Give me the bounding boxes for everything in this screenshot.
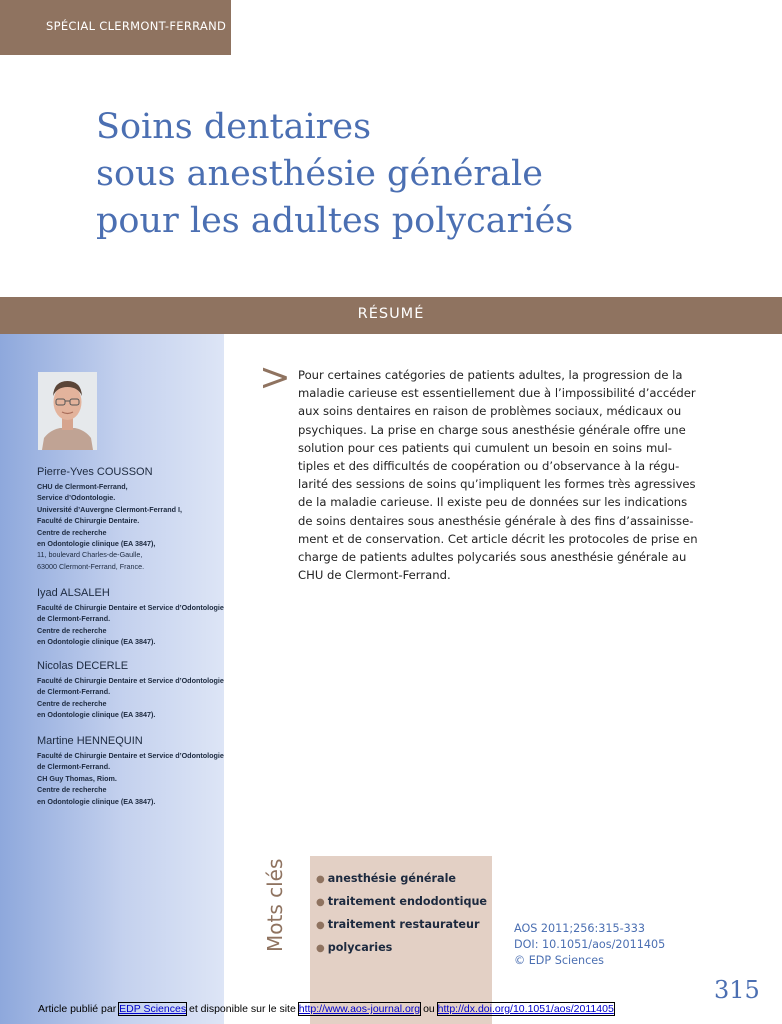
keyword-text: traitement endodontique [327,895,488,908]
citation-line: © EDP Sciences [514,954,604,967]
affiliation-line: en Odontologie clinique (EA 3847). [37,796,156,806]
keyword-item [316,937,487,960]
publisher-link[interactable]: EDP Sciences [119,1003,187,1015]
affiliation-line: de Clermont-Ferrand. [37,614,111,624]
footer-or: ou [423,1003,435,1015]
abstract-line: maladie carieuse est essentiellement due à l’impossibilité d’accéder [298,386,696,401]
keywords-label: Mots clés [263,858,287,952]
abstract-line: de la maladie carieuse. Il existe peu de données sur les indications [298,495,688,510]
affiliation-line: en Odontologie clinique (EA 3847). [37,637,156,647]
abstract-line: charge de patients adultes polycariés sous anesthésie générale au [298,549,687,564]
abstract-line: de soins dentaires sous anesthésie générale à des fins d’assainisse- [298,513,694,528]
keyword-text: polycaries [327,941,393,954]
keywords-box [310,856,492,1024]
author-affiliation [37,675,222,721]
bullet-icon: ● [316,943,325,954]
article-title [96,104,573,245]
affiliation-line: Centre de recherche [37,785,107,795]
keywords-list [316,868,487,960]
bullet-icon: ● [316,874,325,885]
abstract-text [298,366,698,584]
keyword-text: anesthésie générale [327,872,457,885]
affiliation-line: CHU de Clermont-Ferrand, [37,482,128,491]
citation-line: AOS 2011;256:315-333 [514,922,646,935]
author-name: Nicolas DECERLE [37,660,129,672]
title-line: Soins dentaires [96,107,372,147]
author-name: Pierre-Yves COUSSON [37,466,153,478]
abstract-line: CHU de Clermont-Ferrand. [298,568,451,583]
affiliation-line: en Odontologie clinique (EA 3847), [37,539,156,549]
footer-middle: et disponible sur le site [189,1003,296,1015]
doi-link[interactable]: http://dx.doi.org/10.1051/aos/2011405 [437,1003,614,1015]
address-line: 11, boulevard Charles-de-Gaulle, [37,550,143,560]
page-number: 315 [714,976,760,1004]
author-name: Iyad ALSALEH [37,587,110,599]
abstract-line: aux soins dentaires en raison de problèmes sociaux, médicaux ou [298,404,682,419]
author-block [37,735,222,807]
affiliation-line: Service d’Odontologie. [37,493,116,503]
author-affiliation [37,481,222,572]
section-label: SPÉCIAL CLERMONT-FERRAND [46,19,227,33]
journal-site-link[interactable]: http://www.aos-journal.org [298,1003,421,1015]
footer-note [38,1003,614,1015]
abstract-line: larité des sessions de soins qu’impliquent les formes très agressives [298,477,696,492]
author-block [37,587,222,648]
author-photo [38,372,97,450]
author-affiliation [37,750,222,807]
address-line: 63000 Clermont-Ferrand, France. [37,561,145,571]
affiliation-line: de Clermont-Ferrand. [37,762,111,772]
affiliation-line: Faculté de Chirurgie Dentaire et Service d’Odontologie [37,751,224,760]
keyword-item [316,868,487,891]
keyword-item [316,891,487,914]
section-tab [0,0,231,55]
keyword-item [316,914,487,937]
resume-label: RÉSUMÉ [357,306,425,322]
affiliation-line: CH Guy Thomas, Riom. [37,773,117,783]
author-block [37,660,222,721]
abstract-line: psychiques. La prise en charge sous anesthésie générale offre une [298,422,686,437]
footer-prefix: Article publié par [38,1003,117,1015]
author-block [37,466,222,572]
chevron-right-icon: > [259,355,291,399]
abstract-line: solution pour ces patients qui cumulent un besoin en soins mul- [298,440,672,455]
affiliation-line: Centre de recherche [37,527,107,537]
abstract-line: Pour certaines catégories de patients adultes, la progression de la [298,368,683,382]
resume-bar [0,297,782,334]
citation-line: DOI: 10.1051/aos/2011405 [514,938,666,951]
keyword-text: traitement restaurateur [327,918,480,931]
author-affiliation [37,602,222,648]
affiliation-line: Centre de recherche [37,698,107,708]
citation-block [514,921,665,969]
affiliation-line: Université d’Auvergne Clermont-Ferrand I, [37,504,182,514]
title-line: sous anesthésie générale [96,154,543,194]
bullet-icon: ● [316,897,325,908]
abstract-line: tiples et des difficultés de coopération ou d’observance à la régu- [298,458,680,473]
abstract-line: ment et de conservation. Cet article décrit les protocoles de prise en [298,531,698,546]
affiliation-line: de Clermont-Ferrand. [37,687,111,697]
title-line: pour les adultes polycariés [96,201,574,241]
affiliation-line: en Odontologie clinique (EA 3847). [37,710,156,720]
affiliation-line: Faculté de Chirurgie Dentaire et Service d’Odontologie [37,676,224,685]
author-portrait-icon [38,372,97,450]
affiliation-line: Faculté de Chirurgie Dentaire. [37,516,140,526]
affiliation-line: Faculté de Chirurgie Dentaire et Service d’Odontologie [37,603,224,612]
affiliation-line: Centre de recherche [37,625,107,635]
bullet-icon: ● [316,920,325,931]
author-name: Martine HENNEQUIN [37,735,143,747]
